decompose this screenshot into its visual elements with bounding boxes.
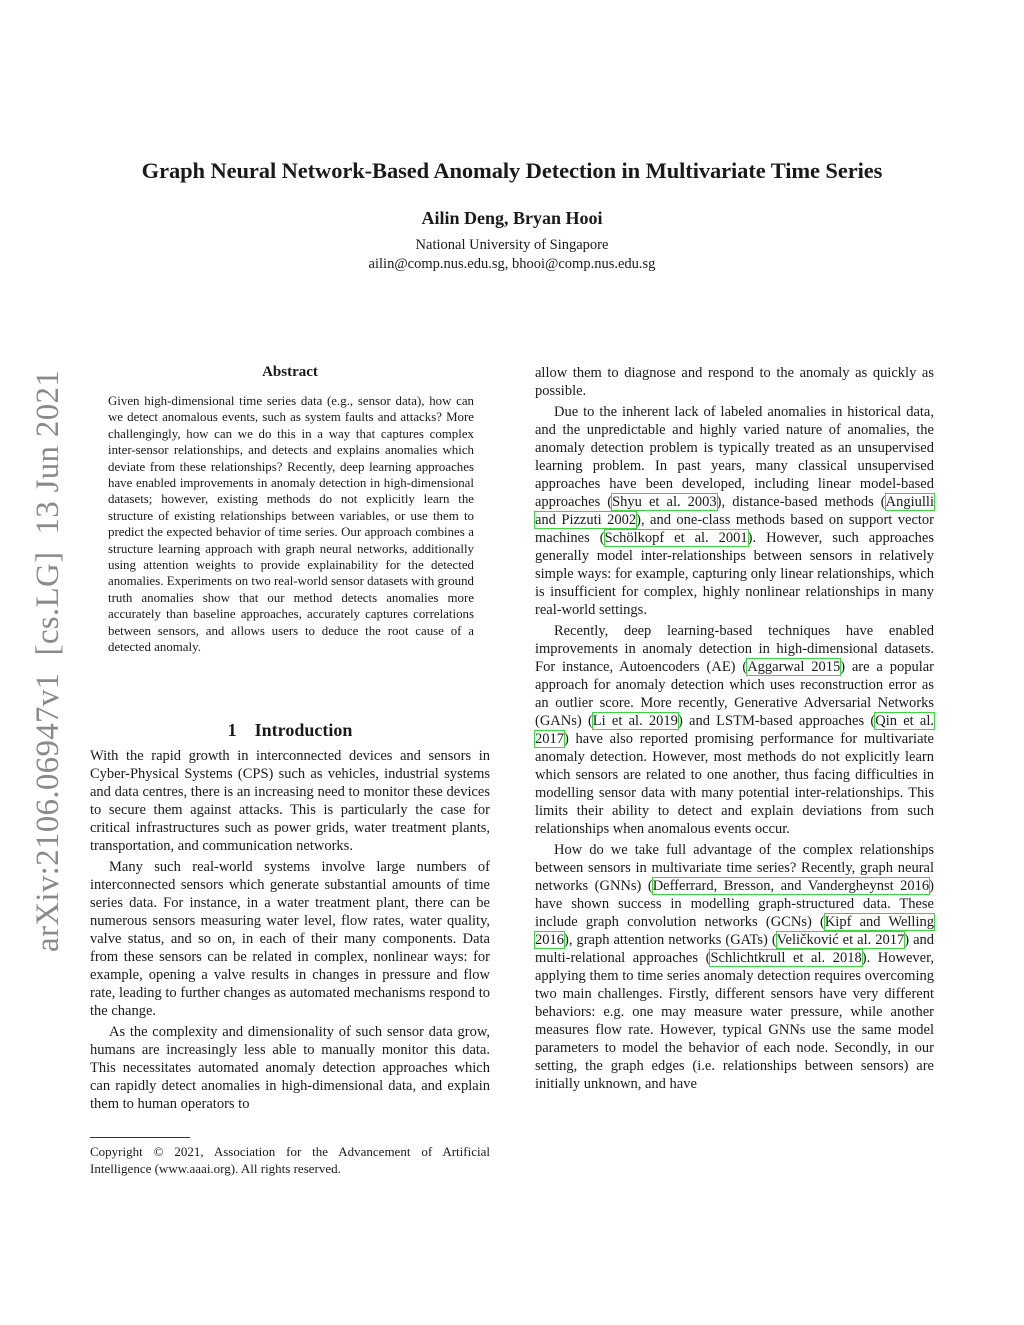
citation-link-kipf[interactable]: Kipf and Welling 2016: [535, 914, 934, 948]
footnote-rule: [90, 1137, 190, 1138]
text-run: ). However, applying them to time series anomaly detection requires overcoming two main challenges. Firstly, different sensors have very different behaviors: e.g. one may measure water pressure, while another measures flow rate. However, typical GNNs use the same model parameters to model the behavior of each node. Secondly, in our setting, the graph edges (i.e. relationships between sensors) are initially unknown, and have: [535, 950, 934, 1092]
citation-link-angiulli[interactable]: Angiulli and Pizzuti 2002: [535, 494, 934, 528]
text-run: ) have also reported promising performance for multivariate anomaly detection. However, most methods do not explicitly learn which sensors are related to one another, thus facing difficulties in modelling sensor data with many potential inter-relationships. This limits their ability to detect and explain deviations from such relationships when anomalous events occur.: [535, 731, 934, 837]
citation-link-aggarwal[interactable]: Aggarwal 2015: [747, 659, 841, 675]
intro-paragraph-3: As the complexity and dimensionality of such sensor data grow, humans are increasingly less able to manually monitor this data. This necessitates automated anomaly detection approaches which can rapidly detect anomalies in high-dimensional data, and explain them to human operators to: [90, 1024, 490, 1112]
paragraph-deep-learning: [535, 622, 934, 838]
paragraph-continuation: allow them to diagnose and respond to the anomaly as quickly as possible.: [535, 365, 934, 399]
paragraph-gnn: [535, 841, 934, 1093]
abstract-heading: Abstract: [262, 364, 318, 380]
affiliation-block: [0, 236, 1024, 274]
text-run: ) and multi-relational approaches (: [535, 932, 934, 966]
text-run: ), distance-based methods (: [716, 494, 886, 510]
citation-link-li[interactable]: Li et al. 2019: [592, 713, 678, 729]
citation-link-schlichtkrull[interactable]: Schlichtkrull et al. 2018: [710, 950, 862, 966]
arxiv-stamp: arXiv:2106.06947v1 [cs.LG] 13 Jun 2021: [30, 369, 66, 952]
text-run: ), and one-class methods based on support vector machines (: [535, 512, 935, 546]
citation-link-velickovic[interactable]: Veličković et al. 2017: [776, 932, 905, 948]
paragraph-classical-approaches: [535, 403, 934, 619]
text-run: ) and LSTM-based approaches (: [677, 713, 876, 729]
abstract-text: Given high-dimensional time series data (e.g., sensor data), how can we detect anomalous events, such as system faults and attacks? More challengingly, how can we do this in a way that captures complex inter-sensor relationships, and detects and explains anomalies which deviate from these relationships? Recently, deep learning approaches have enabled improvements in anomaly detection in high-dimensional datasets; however, existing methods do not explicitly learn the structure of existing relationships between variables, or use them to predict the expected behavior of time series. Our approach combines a structure learning approach with graph neural networks, additionally using attention weights to provide explainability for the detected anomalies. Experiments on two real-world sensor datasets with ground truth anomalies show that our method detects anomalies more accurately than baseline approaches, accurately captures correlations between sensors, and allows users to deduce the root cause of a detected anomaly.: [108, 394, 474, 655]
left-column: [90, 747, 490, 1116]
copyright-footnote: Copyright © 2021, Association for the Advancement of Artificial Intelligence (www.aaai.org). All rights reserved.: [90, 1144, 490, 1176]
section-heading-introduction: [90, 720, 490, 741]
section-title: Introduction: [254, 720, 353, 740]
citation-link-defferrard[interactable]: Defferrard, Bresson, and Vandergheynst 2016: [652, 878, 930, 894]
section-number: 1: [227, 720, 237, 740]
citation-link-shyu[interactable]: Shyu et al. 2003: [612, 494, 717, 510]
text-run: ), graph attention networks (GATs) (: [564, 932, 777, 948]
paper-title: Graph Neural Network-Based Anomaly Detection in Multivariate Time Series: [141, 158, 883, 183]
right-column: [535, 364, 934, 1096]
citation-link-scholkopf[interactable]: Schölkopf et al. 2001: [604, 530, 748, 546]
citation-link-qin[interactable]: Qin et al. 2017: [535, 713, 934, 747]
text-run: ). However, such approaches generally model inter-relationships between sensors in relatively simple ways: for example, capturing only linear relationships, which is insufficient for complex, highly nonlinear relationships in many real-world settings.: [535, 530, 934, 618]
authors: Ailin Deng, Bryan Hooi: [421, 208, 603, 228]
author-emails: ailin@comp.nus.edu.sg, bhooi@comp.nus.edu.sg: [368, 256, 656, 272]
affiliation: National University of Singapore: [415, 237, 609, 253]
intro-paragraph-1: With the rapid growth in interconnected devices and sensors in Cyber-Physical Systems (CPS) such as vehicles, industrial systems and data centres, there is an increasing need to monitor these devices to secure them against attacks. This is particularly the case for critical infrastructures such as power grids, water treatment plants, transportation, and communication networks.: [90, 748, 490, 854]
text-run: Recently, deep learning-based techniques have enabled improvements in anomaly detection in high-dimensional datasets. For instance, Autoencoders (AE) (: [535, 623, 934, 675]
text-run: Due to the inherent lack of labeled anomalies in historical data, and the unpredictable and highly varied nature of anomalies, the anomaly detection problem is typically treated as an unsupervised learning problem. In past years, many classical unsupervised approaches have been developed, including linear model-based approaches (: [535, 404, 934, 510]
text-run: ) are a popular approach for anomaly detection which uses reconstruction error as an outlier score. More recently, Generative Adversarial Networks (GANs) (: [535, 659, 934, 729]
text-run: How do we take full advantage of the complex relationships between sensors in multivariate time series? Recently, graph neural networks (GNNs) (: [535, 842, 934, 894]
intro-paragraph-2: Many such real-world systems involve large numbers of interconnected sensors which generate substantial amounts of time series data. For instance, in a water treatment plant, there can be numerous sensors measuring water level, flow rates, water quality, valve status, and so on, in each of their many components. Data from these sensors can be related in complex, nonlinear ways: for example, opening a valve results in changes in pressure and flow rate, leading to further changes as automated mechanisms respond to the change.: [90, 859, 490, 1019]
text-run: ) have shown success in modelling graph-structured data. These include graph convolution networks (GCNs) (: [535, 878, 935, 930]
